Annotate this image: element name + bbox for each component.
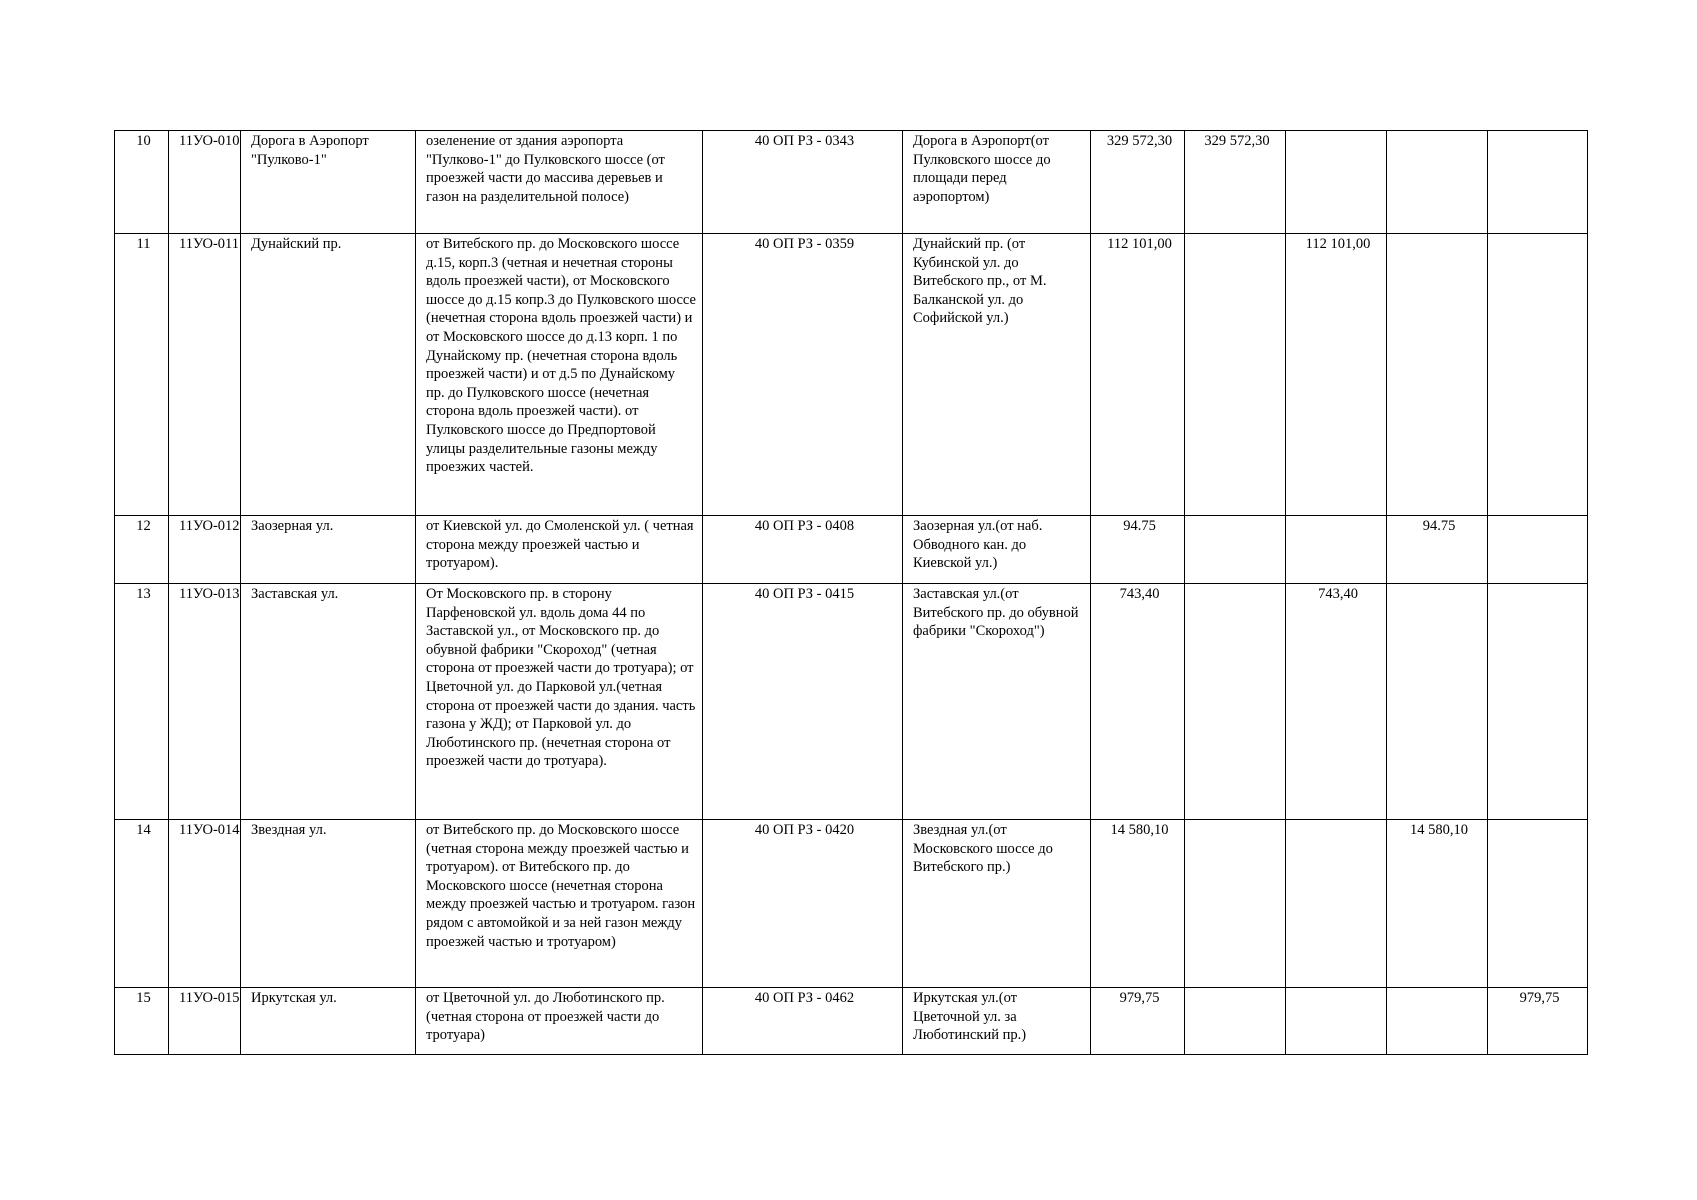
road-reg-number: 40 ОП РЗ - 0462 [703,988,903,1055]
road-name: Иркутская ул.(от Цветочной ул. за Люботинский пр.) [903,988,1091,1055]
value-col-1 [1185,988,1286,1055]
table-row [115,516,1588,584]
object-code: 11УО-015 [169,988,241,1055]
road-name: Заставская ул.(от Витебского пр. до обувной фабрики "Скороход") [903,584,1091,820]
value-col-2 [1286,820,1387,988]
road-name: Дунайский пр. (от Кубинской ул. до Витебского пр., от М. Балканской ул. до Софийской ул.) [903,234,1091,516]
road-name: Дорога в Аэропорт(от Пулковского шоссе до площади перед аэропортом) [903,131,1091,234]
road-reg-number: 40 ОП РЗ - 0420 [703,820,903,988]
table-row [115,131,1588,234]
value-col-4 [1488,516,1588,584]
value-col-3: 14 580,10 [1387,820,1488,988]
area-total: 94.75 [1091,516,1185,584]
object-code: 11УО-014 [169,820,241,988]
value-col-4 [1488,131,1588,234]
row-number: 14 [115,820,169,988]
object-name: Звездная ул. [241,820,416,988]
value-col-2 [1286,988,1387,1055]
value-col-4 [1488,820,1588,988]
road-reg-number: 40 ОП РЗ - 0408 [703,516,903,584]
value-col-1: 329 572,30 [1185,131,1286,234]
area-total: 14 580,10 [1091,820,1185,988]
row-number: 15 [115,988,169,1055]
object-name: Дунайский пр. [241,234,416,516]
object-description: от Витебского пр. до Московского шоссе (четная сторона между проезжей частью и тротуаром). от Витебского пр. до Московского шоссе (нечетная сторона между проезжей частью и тротуаром. газон рядом с автомойкой и за ней газон между проезжей частью и тротуаром) [416,820,703,988]
object-description: от Цветочной ул. до Люботинского пр. (четная сторона от проезжей части до тротуара) [416,988,703,1055]
object-description: озеленение от здания аэропорта "Пулково-1" до Пулковского шоссе (от проезжей части до массива деревьев и газон на разделительной полосе) [416,131,703,234]
row-number: 12 [115,516,169,584]
value-col-1 [1185,820,1286,988]
object-name: Иркутская ул. [241,988,416,1055]
row-number: 10 [115,131,169,234]
value-col-3 [1387,584,1488,820]
value-col-2: 112 101,00 [1286,234,1387,516]
value-col-3 [1387,131,1488,234]
table-row [115,584,1588,820]
value-col-3 [1387,988,1488,1055]
object-code: 11УО-010 [169,131,241,234]
table-row [115,820,1588,988]
object-code: 11УО-013 [169,584,241,820]
area-total: 743,40 [1091,584,1185,820]
value-col-4 [1488,234,1588,516]
area-total: 329 572,30 [1091,131,1185,234]
table-row [115,988,1588,1055]
road-reg-number: 40 ОП РЗ - 0415 [703,584,903,820]
road-name: Заозерная ул.(от наб. Обводного кан. до Киевской ул.) [903,516,1091,584]
road-reg-number: 40 ОП РЗ - 0359 [703,234,903,516]
area-total: 112 101,00 [1091,234,1185,516]
value-col-3: 94.75 [1387,516,1488,584]
value-col-2 [1286,131,1387,234]
object-name: Дорога в Аэропорт "Пулково-1" [241,131,416,234]
object-description: от Витебского пр. до Московского шоссе д.15, корп.3 (четная и нечетная стороны вдоль проезжей части), от Московского шоссе до д.15 копр.3 до Пулковского шоссе (нечетная сторона вдоль проезжей части) и от Московского шоссе до д.13 корп. 1 по Дунайскому пр. (нечетная сторона вдоль проезжей части) и от д.5 по Дунайскому пр. до Пулковского шоссе (нечетная сторона вдоль проезжей части). от Пулковского шоссе до Предпортовой улицы разделительные газоны между проезжих частей. [416,234,703,516]
object-name: Заставская ул. [241,584,416,820]
road-reg-number: 40 ОП РЗ - 0343 [703,131,903,234]
object-description: От Московского пр. в сторону Парфеновской ул. вдоль дома 44 по Заставской ул., от Московского пр. до обувной фабрики "Скороход" (четная сторона от проезжей части до тротуара); от Цветочной ул. до Парковой ул.(четная сторона от проезжей части до здания. часть газона у ЖД); от Парковой ул. до Люботинского пр. (нечетная сторона от проезжей части до тротуара). [416,584,703,820]
object-code: 11УО-012 [169,516,241,584]
value-col-4 [1488,584,1588,820]
object-description: от Киевской ул. до Смоленской ул. ( четная сторона между проезжей частью и тротуаром). [416,516,703,584]
value-col-2: 743,40 [1286,584,1387,820]
value-col-2 [1286,516,1387,584]
value-col-1 [1185,234,1286,516]
greenery-table [114,130,1588,1055]
value-col-3 [1387,234,1488,516]
row-number: 13 [115,584,169,820]
object-name: Заозерная ул. [241,516,416,584]
table-row [115,234,1588,516]
road-name: Звездная ул.(от Московского шоссе до Витебского пр.) [903,820,1091,988]
value-col-4: 979,75 [1488,988,1588,1055]
value-col-1 [1185,516,1286,584]
object-code: 11УО-011 [169,234,241,516]
row-number: 11 [115,234,169,516]
value-col-1 [1185,584,1286,820]
area-total: 979,75 [1091,988,1185,1055]
